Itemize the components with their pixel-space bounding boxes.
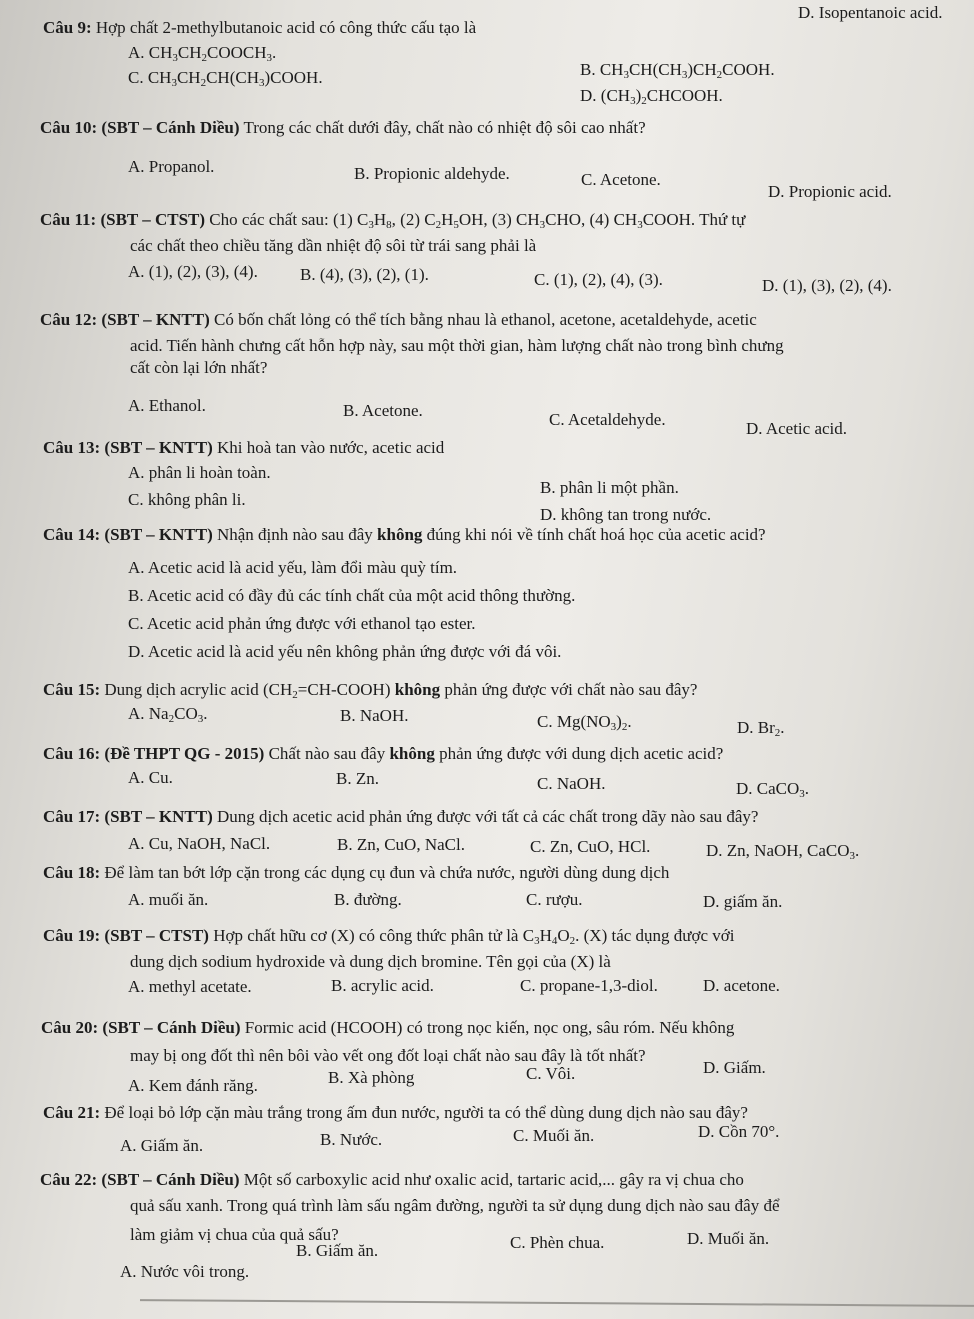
- question-15-stem: Câu 15: Dung dịch acrylic acid $(CH_2=CH-COOH)$ không phản ứng được với chất nào sau đây?: [43, 680, 698, 701]
- q9-option-c[interactable]: C. $CH_3CH_2CH(CH_3)COOH$.: [128, 68, 323, 89]
- q16-option-a[interactable]: A. Cu.: [128, 768, 173, 787]
- question-14-stem: Câu 14: (SBT – KNTT) Nhận định nào sau đây không đúng khi nói về tính chất hoá học của acetic acid?: [43, 525, 766, 544]
- q12-option-c[interactable]: C. Acetaldehyde.: [549, 410, 666, 429]
- q15-option-d[interactable]: D. $Br_2$.: [737, 718, 785, 739]
- q13-option-a[interactable]: A. phân li hoàn toàn.: [128, 463, 271, 482]
- q17-option-b[interactable]: B. Zn, CuO, NaCl.: [337, 835, 465, 854]
- q10-option-c[interactable]: C. Acetone.: [581, 170, 661, 189]
- q11-option-b[interactable]: B. (4), (3), (2), (1).: [300, 265, 429, 284]
- q16-option-c[interactable]: C. NaOH.: [537, 774, 606, 793]
- question-11-stem: Câu 11: (SBT – CTST) Cho các chất sau: (1) $C_3H_8$, (2) $C_2H_5OH$, (3) $CH_3CHO$, (4) $CH_3COOH$. Thứ tự: [40, 210, 746, 231]
- q14-option-d[interactable]: D. Acetic acid là acid yếu nên không phản ứng được với đá vôi.: [128, 642, 562, 661]
- q12-option-d[interactable]: D. Acetic acid.: [746, 419, 848, 438]
- q11-option-a[interactable]: A. (1), (2), (3), (4).: [128, 262, 258, 281]
- q22-option-a[interactable]: A. Nước vôi trong.: [120, 1262, 250, 1281]
- q16-option-b[interactable]: B. Zn.: [336, 769, 379, 788]
- q19-option-b[interactable]: B. acrylic acid.: [331, 976, 434, 995]
- question-21-stem: Câu 21: Để loại bỏ lớp cặn màu trắng trong ấm đun nước, người ta có thể dùng dung dịch nào sau đây?: [43, 1103, 748, 1122]
- q12-stem-line2: acid. Tiến hành chưng cất hỗn hợp này, sau một thời gian, hàm lượng chất nào trong bình chưng: [130, 336, 784, 355]
- question-13-stem: Câu 13: (SBT – KNTT) Khi hoà tan vào nước, acetic acid: [43, 438, 445, 457]
- q15-option-b[interactable]: B. NaOH.: [340, 706, 409, 725]
- q22-option-d[interactable]: D. Muối ăn.: [687, 1229, 770, 1248]
- q19-option-c[interactable]: C. propane-1,3-diol.: [520, 976, 658, 995]
- q19-option-d[interactable]: D. acetone.: [703, 976, 780, 995]
- q13-option-b[interactable]: B. phân li một phần.: [540, 478, 679, 497]
- q14-option-c[interactable]: C. Acetic acid phản ứng được với ethanol tạo ester.: [128, 614, 476, 633]
- q9-option-d[interactable]: D. $(CH_3)_2CHCOOH$.: [580, 86, 723, 107]
- q17-option-a[interactable]: A. Cu, NaOH, NaCl.: [128, 834, 271, 853]
- q14-option-a[interactable]: A. Acetic acid là acid yếu, làm đổi màu quỳ tím.: [128, 558, 458, 577]
- q16-option-d[interactable]: D. CaCO$_3$.: [736, 779, 810, 800]
- q11-option-d[interactable]: D. (1), (3), (2), (4).: [762, 276, 892, 295]
- question-12-stem: Câu 12: (SBT – KNTT) Có bốn chất lỏng có thể tích bằng nhau là ethanol, acetone, acetaldehyde, acetic: [40, 310, 757, 329]
- q10-option-a[interactable]: A. Propanol.: [128, 157, 215, 176]
- q15-option-a[interactable]: A. $Na_2CO_3$.: [128, 704, 208, 725]
- q12-stem-line3: cất còn lại lớn nhất?: [130, 358, 268, 377]
- q20-option-d[interactable]: D. Giấm.: [703, 1058, 766, 1077]
- question-10-stem: Câu 10: (SBT – Cánh Diều) Trong các chất dưới đây, chất nào có nhiệt độ sôi cao nhất?: [40, 118, 646, 137]
- q22-stem-line2: quả sấu xanh. Trong quá trình làm sấu ngâm đường, người ta sử dụng dung dịch nào sau đây để: [130, 1196, 780, 1215]
- q21-option-c[interactable]: C. Muối ăn.: [513, 1126, 595, 1145]
- q9-option-b[interactable]: B. $CH_3CH(CH_3)CH_2COOH$.: [580, 60, 775, 81]
- question-9-stem: Câu 9: Hợp chất 2-methylbutanoic acid có công thức cấu tạo là: [43, 18, 477, 37]
- q21-option-b[interactable]: B. Nước.: [320, 1130, 383, 1149]
- q20-stem-line2: may bị ong đốt thì nên bôi vào vết ong đốt loại chất nào sau đây là tốt nhất?: [130, 1046, 646, 1065]
- q17-option-d[interactable]: D. Zn, NaOH, CaCO$_3$.: [706, 841, 860, 862]
- q20-option-c[interactable]: C. Vôi.: [526, 1064, 576, 1083]
- q11-stem-line2: các chất theo chiều tăng dần nhiệt độ sôi từ trái sang phải là: [130, 236, 537, 255]
- q13-option-c[interactable]: C. không phân li.: [128, 490, 246, 509]
- q22-stem-line3: làm giảm vị chua của quả sấu?: [130, 1225, 339, 1244]
- q21-option-d[interactable]: D. Cồn 70°.: [698, 1122, 780, 1141]
- q18-option-a[interactable]: A. muối ăn.: [128, 890, 209, 909]
- q10-option-d[interactable]: D. Propionic acid.: [768, 182, 892, 201]
- q21-option-a[interactable]: A. Giấm ăn.: [120, 1136, 204, 1155]
- question-22-stem: Câu 22: (SBT – Cánh Diều) Một số carboxylic acid như oxalic acid, tartaric acid,... gây ra vị chua cho: [40, 1170, 744, 1189]
- question-18-stem: Câu 18: Để làm tan bớt lớp cặn trong các dụng cụ đun và chứa nước, người dùng dung dịch: [43, 863, 670, 882]
- q13-option-d[interactable]: D. không tan trong nước.: [540, 505, 712, 524]
- question-19-stem: Câu 19: (SBT – CTST) Hợp chất hữu cơ (X) có công thức phân tử là $C_3H_4O_2$. (X) tác dụng được với: [43, 926, 735, 947]
- q22-option-c[interactable]: C. Phèn chua.: [510, 1233, 605, 1252]
- q12-option-a[interactable]: A. Ethanol.: [128, 396, 206, 415]
- question-20-stem: Câu 20: (SBT – Cánh Diều) Formic acid (HCOOH) có trong nọc kiến, nọc ong, sâu róm. Nếu không: [41, 1018, 735, 1037]
- page-bottom-edge: [140, 1299, 974, 1307]
- q20-option-a[interactable]: A. Kem đánh răng.: [128, 1076, 258, 1095]
- q15-option-c[interactable]: C. $Mg(NO_3)_2$.: [537, 712, 632, 733]
- q18-option-c[interactable]: C. rượu.: [526, 890, 583, 909]
- q19-stem-line2: dung dịch sodium hydroxide và dung dịch bromine. Tên gọi của (X) là: [130, 952, 611, 971]
- q10-option-b[interactable]: B. Propionic aldehyde.: [354, 164, 510, 183]
- q14-option-b[interactable]: B. Acetic acid có đầy đủ các tính chất của một acid thông thường.: [128, 586, 576, 605]
- q12-option-b[interactable]: B. Acetone.: [343, 401, 423, 420]
- question-16-stem: Câu 16: (Đề THPT QG - 2015) Chất nào sau đây không phản ứng được với dung dịch acetic acid?: [43, 744, 724, 763]
- q11-option-c[interactable]: C. (1), (2), (4), (3).: [534, 270, 663, 289]
- q17-option-c[interactable]: C. Zn, CuO, HCl.: [530, 837, 651, 856]
- q9-option-a[interactable]: A. $CH_3CH_2COOCH_3$.: [128, 43, 277, 64]
- q19-option-a[interactable]: A. methyl acetate.: [128, 977, 252, 996]
- prev-option-d: D. Isopentanoic acid.: [798, 3, 943, 22]
- q22-option-b[interactable]: B. Giấm ăn.: [296, 1241, 379, 1260]
- q18-option-d[interactable]: D. giấm ăn.: [703, 892, 783, 911]
- q20-option-b[interactable]: B. Xà phòng: [328, 1068, 415, 1087]
- q18-option-b[interactable]: B. đường.: [334, 890, 402, 909]
- question-17-stem: Câu 17: (SBT – KNTT) Dung dịch acetic acid phản ứng được với tất cả các chất trong dãy nào sau đây?: [43, 807, 759, 826]
